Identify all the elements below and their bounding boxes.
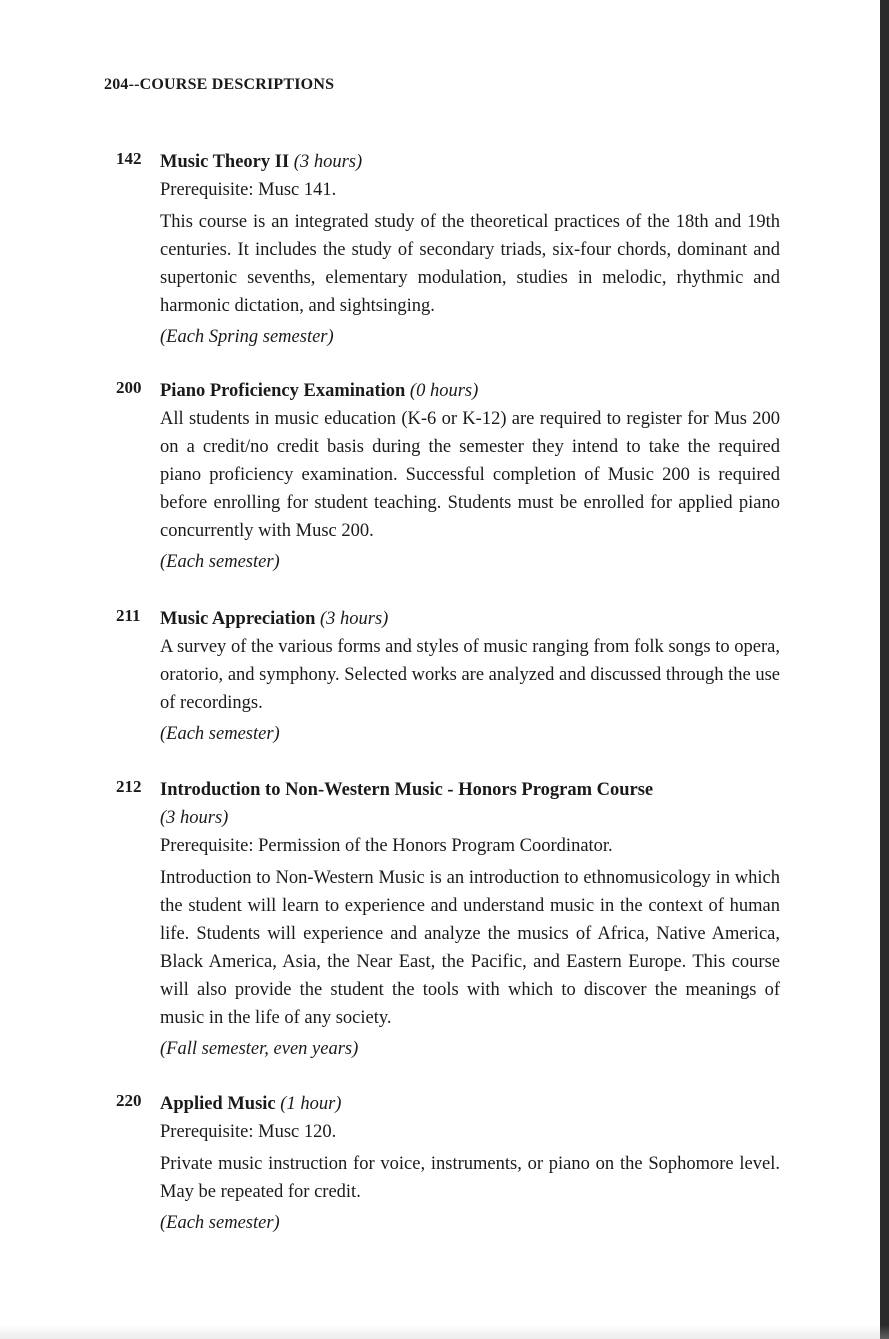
course-hours: (3 hours)	[320, 609, 389, 629]
course-offered: (Fall semester, even years)	[160, 1039, 359, 1059]
course-title: Music Theory II	[160, 152, 290, 172]
course-142	[116, 148, 780, 351]
course-hours: (1 hour)	[280, 1094, 342, 1114]
course-220	[116, 1090, 780, 1237]
course-number: 200	[116, 378, 142, 397]
course-hours: (3 hours)	[160, 808, 229, 828]
course-description: This course is an integrated study of the theoretical practices of the 18th and 19th centuries. It includes the study of secondary triads, six-four chords, dominant and supertonic sevenths, elementary modulation, studies in melodic, rhythmic and harmonic dictation, and sightsinging.	[160, 212, 780, 316]
course-prerequisite: Prerequisite: Permission of the Honors Program Coordinator.	[160, 836, 613, 856]
course-body	[160, 405, 780, 576]
course-header	[116, 1090, 780, 1118]
course-header	[116, 776, 780, 804]
course-prerequisite: Prerequisite: Musc 141.	[160, 180, 337, 200]
course-title: Introduction to Non-Western Music - Honors Program Course	[160, 780, 654, 800]
course-offered: (Each semester)	[160, 724, 280, 744]
course-number: 212	[116, 777, 142, 796]
page-bottom-shade	[0, 1325, 889, 1339]
course-body	[160, 633, 780, 748]
course-211	[116, 605, 780, 748]
course-hours: (0 hours)	[409, 381, 479, 401]
course-header	[116, 148, 780, 176]
course-title: Piano Proficiency Examination	[160, 381, 406, 401]
course-body	[160, 1118, 780, 1237]
course-prerequisite: Prerequisite: Musc 120.	[160, 1122, 337, 1142]
course-title: Applied Music	[160, 1094, 276, 1114]
course-header	[116, 605, 780, 633]
course-offered: (Each Spring semester)	[160, 327, 334, 347]
course-212	[116, 776, 780, 1063]
page-edge-shadow	[880, 0, 889, 1339]
course-body	[160, 832, 780, 1063]
course-body	[160, 176, 780, 351]
course-number: 211	[116, 606, 141, 625]
course-description: All students in music education (K-6 or K-12) are required to register for Mus 200 on a credit/no credit basis during the semester they intend to take the required piano proficiency examination. Successful completion of Music 200 is required before enrolling for student teaching. Students must be enrolled for applied piano concurrently with Musc 200.	[160, 409, 780, 541]
course-offered: (Each semester)	[160, 1213, 280, 1233]
course-200	[116, 377, 780, 576]
course-description: Introduction to Non-Western Music is an introduction to ethnomusicology in which the student will learn to experience and understand music in the context of human life. Students will experience and analyze the musics of Africa, Native America, Black America, Asia, the Near East, the Pacific, and Eastern Europe. This course will also provide the student the tools with which to discover the meanings of music in the life of any society.	[160, 868, 780, 1028]
course-description: Private music instruction for voice, instruments, or piano on the Sophomore level. May be repeated for credit.	[160, 1154, 780, 1202]
course-offered: (Each semester)	[160, 552, 280, 572]
running-head: 204--COURSE DESCRIPTIONS	[104, 76, 335, 93]
course-description: A survey of the various forms and styles of music ranging from folk songs to opera, oratorio, and symphony. Selected works are analyzed and discussed through the use of recordings.	[160, 637, 780, 713]
course-number: 142	[116, 149, 142, 168]
course-number: 220	[116, 1091, 142, 1110]
course-header	[116, 377, 780, 405]
course-title: Music Appreciation	[160, 609, 316, 629]
course-hours: (3 hours)	[293, 152, 363, 172]
